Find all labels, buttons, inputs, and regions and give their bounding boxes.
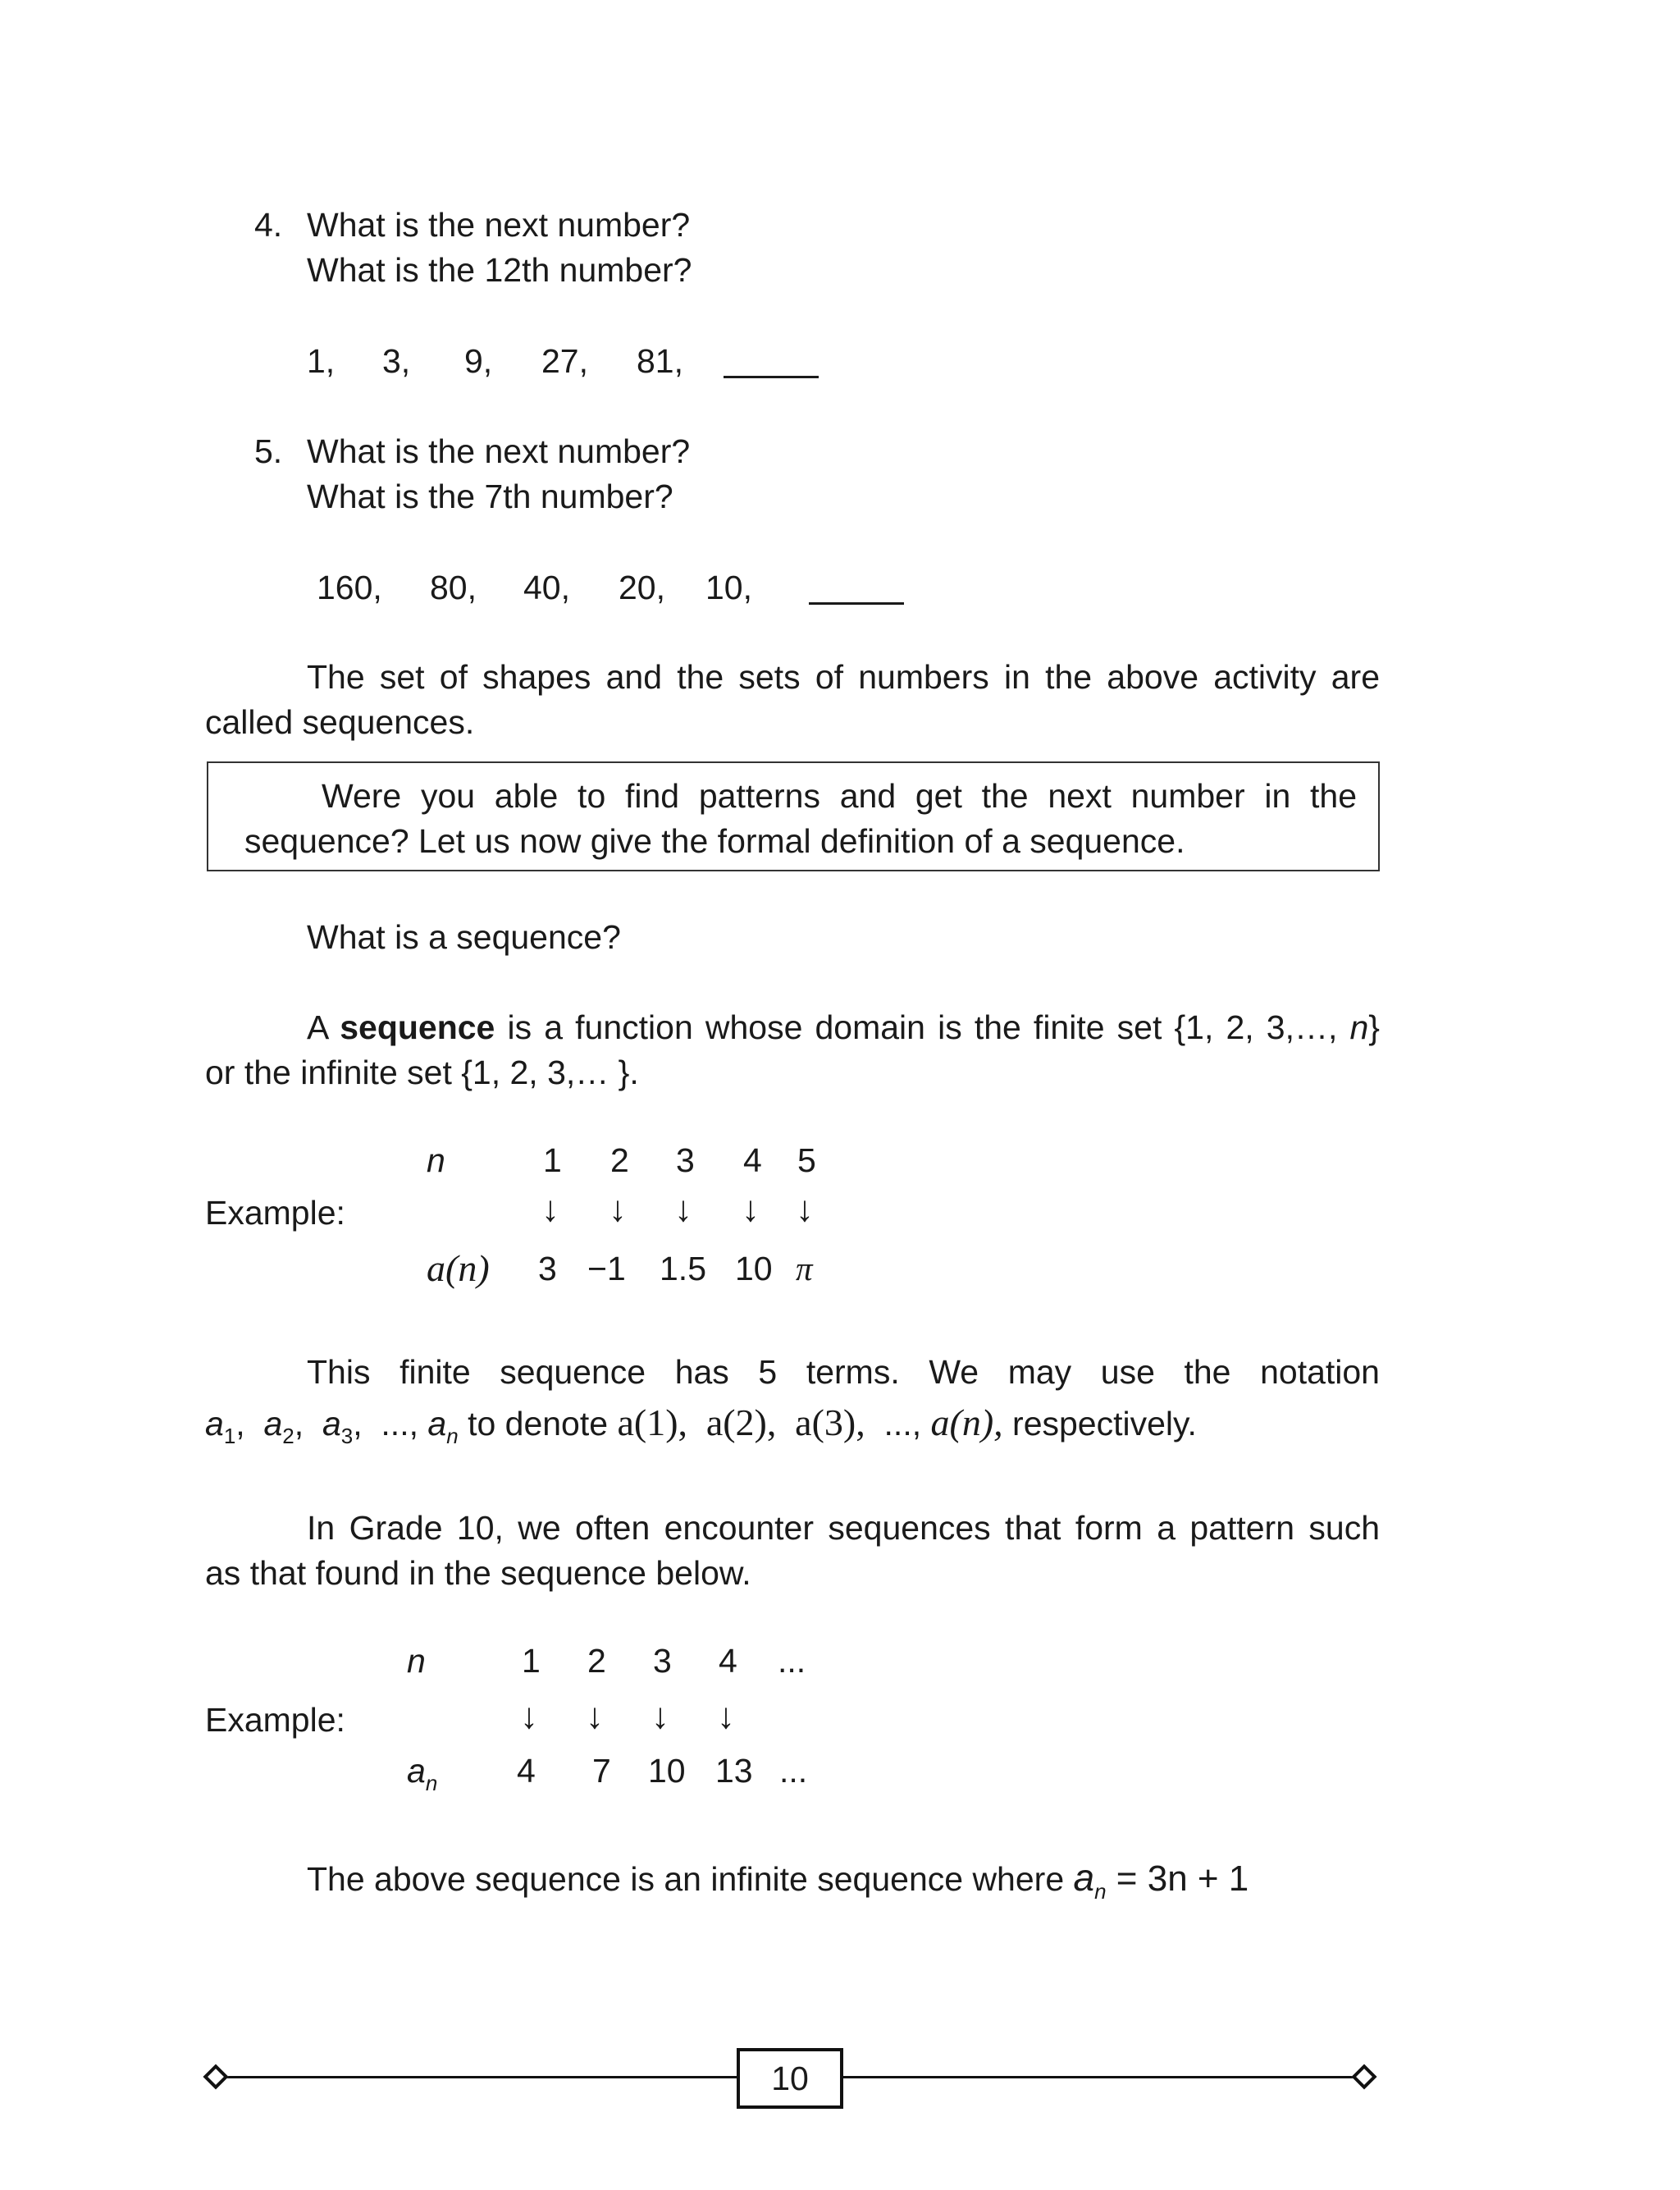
example1-fn-label: a(n) [427,1247,490,1289]
definition-line2: or the infinite set {1, 2, 3,… }. [205,1054,639,1091]
section-heading: What is a sequence? [307,918,621,956]
example1-domain-value: 2 [610,1141,629,1179]
example2-range-value: 7 [592,1752,611,1790]
footer-rule-left [223,2076,737,2078]
definition-term: sequence [340,1008,495,1046]
q4-number: 4. [254,206,283,244]
down-arrow-icon: ↓ [796,1189,814,1229]
q5-question-line2: What is the 7th number? [307,478,673,515]
callout-line2: sequence? Let us now give the formal definition of a sequence. [244,822,1185,860]
diamond-right-icon [1351,2064,1376,2089]
footer-rule-right [843,2076,1358,2078]
q5-answer-blank[interactable] [809,602,904,605]
example-label: Example: [205,1701,345,1739]
down-arrow-icon: ↓ [609,1189,627,1229]
example1-range-value: 3 [538,1250,557,1287]
example2-range-value: 4 [517,1752,536,1790]
example2-domain-value: 3 [653,1642,672,1680]
down-arrow-icon: ↓ [541,1189,559,1229]
callout-box [207,761,1380,871]
paragraph-line: as that found in the sequence below. [205,1554,751,1592]
callout-line1: Were you able to find patterns and get the next number in the [322,777,1357,815]
example1-range-value: 1.5 [660,1250,706,1287]
paragraph-line: called sequences. [205,703,475,741]
q5-number: 5. [254,432,283,470]
diamond-left-icon [203,2064,228,2089]
q5-term: 40, [523,569,570,606]
example1-range-value: −1 [587,1250,626,1287]
example1-domain-value: 4 [743,1141,762,1179]
q4-term: 1, [307,342,336,380]
notation-line: $a_1$, $a_2$, $a_3$, ..., $a_n$ to denote a(1), a(2), a(3), ..., a(n), respectively. [205,1401,1197,1448]
q4-answer-blank[interactable] [724,376,819,378]
q5-term: 160, [317,569,382,606]
example-label: Example: [205,1194,345,1232]
paragraph-line: In Grade 10, we often encounter sequences that form a pattern such [307,1509,1380,1547]
page-number-box [737,2048,843,2109]
example1-range-value: π [796,1250,813,1287]
example2-domain-value: 2 [587,1642,606,1680]
formula-line: The above sequence is an infinite sequence where $a_n = 3n + 1$ [307,1856,1249,1904]
q4-term: 9, [464,342,493,380]
example1-range-value: 10 [735,1250,773,1287]
example2-domain-value: 4 [719,1642,737,1680]
q4-term: 27, [541,342,588,380]
q5-term: 80, [430,569,477,606]
definition-line1: A sequence is a function whose domain is the finite set {1, 2, 3,…, n} [307,1008,1380,1046]
q5-term: 20, [619,569,665,606]
example2-range-value: 10 [648,1752,686,1790]
q4-question-line2: What is the 12th number? [307,251,692,289]
paragraph-line: This finite sequence has 5 terms. We may use the notation [307,1353,1380,1391]
example2-range-value: 13 [715,1752,753,1790]
paragraph-line: The set of shapes and the sets of numbers in the above activity are [307,658,1380,696]
page-number: 10 [771,2060,809,2097]
down-arrow-icon: ↓ [717,1696,735,1736]
example2-ellipsis: ... [778,1642,806,1680]
down-arrow-icon: ↓ [586,1696,604,1736]
example2-domain-value: 1 [522,1642,541,1680]
down-arrow-icon: ↓ [651,1696,669,1736]
example1-n-label: n [427,1141,445,1179]
down-arrow-icon: ↓ [520,1696,538,1736]
q5-term: 10, [705,569,752,606]
example2-ellipsis: ... [779,1752,808,1790]
q5-question-line1: What is the next number? [307,432,691,470]
example1-domain-value: 1 [543,1141,562,1179]
q4-term: 3, [382,342,411,380]
down-arrow-icon: ↓ [674,1189,692,1229]
example2-fn-label: $a_n$ [407,1752,438,1795]
example1-domain-value: 3 [676,1141,695,1179]
q4-question-line1: What is the next number? [307,206,691,244]
q4-term: 81, [637,342,683,380]
example2-n-label: n [407,1642,426,1680]
down-arrow-icon: ↓ [742,1189,760,1229]
example1-domain-value: 5 [797,1141,816,1179]
